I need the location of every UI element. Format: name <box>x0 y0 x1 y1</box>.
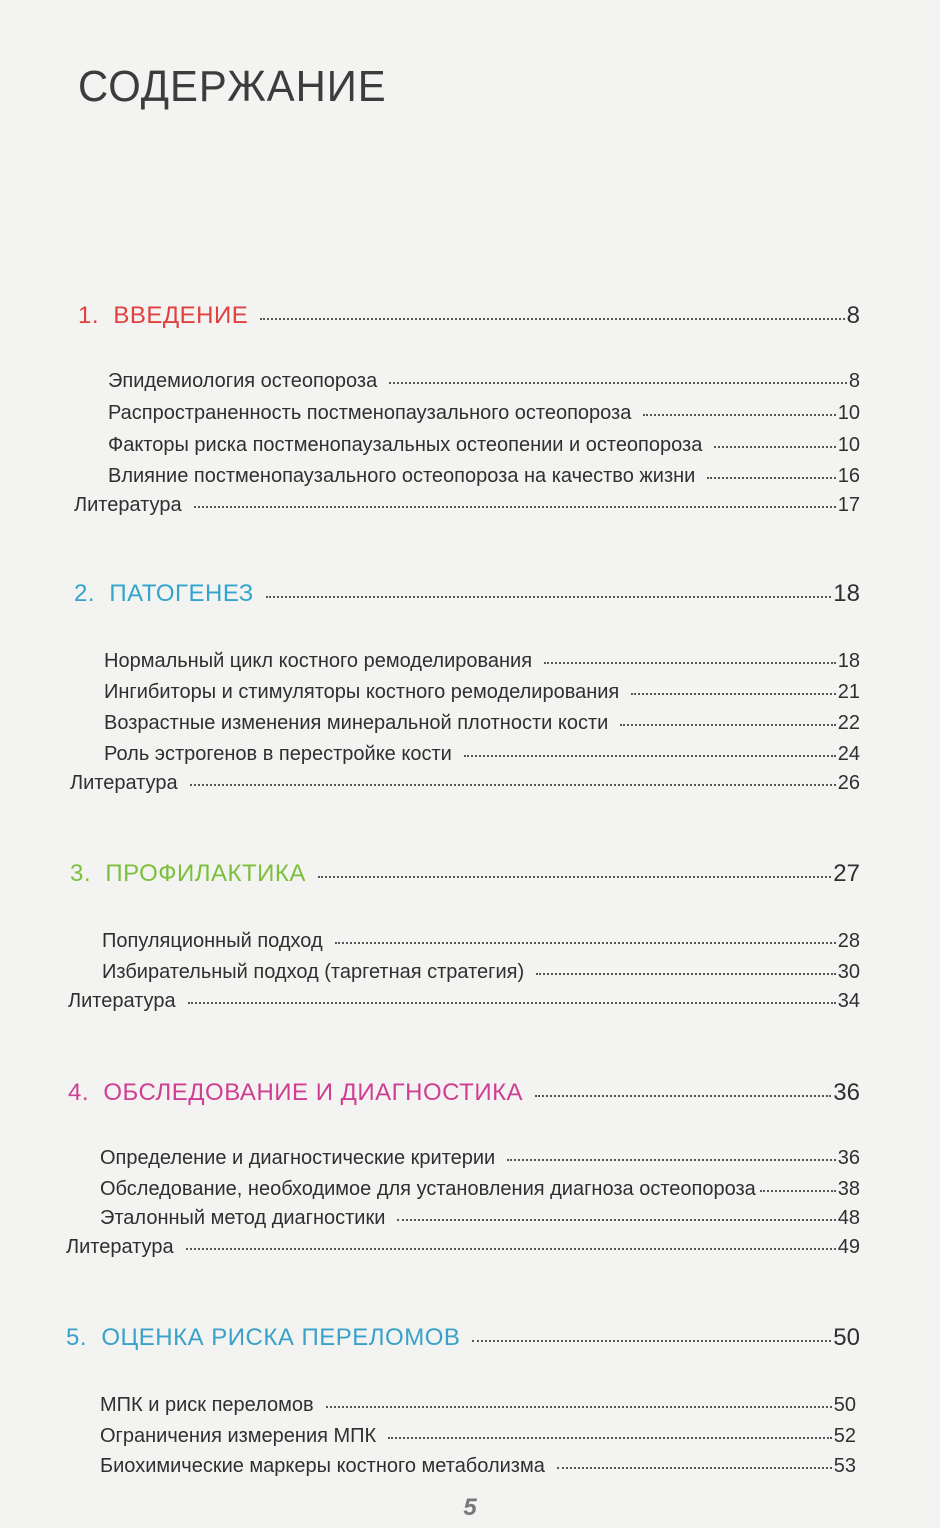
toc-item-page: 38 <box>837 1178 860 1200</box>
toc-item <box>102 961 860 984</box>
chapter-3-number: 3. <box>70 860 92 887</box>
toc-item-label: Нормальный цикл костного ремоделирования <box>104 650 533 672</box>
toc-item-page: 28 <box>837 930 860 952</box>
toc-item-page: 22 <box>837 712 860 734</box>
chapter-3-page: 27 <box>833 860 860 887</box>
toc-item <box>100 1178 860 1201</box>
toc-literature <box>66 1236 860 1259</box>
toc-item-label: Эпидемиология остеопороза <box>108 370 378 392</box>
chapter-5-label: ОЦЕНКА РИСКА ПЕРЕЛОМОВ <box>101 1324 461 1351</box>
dot-leader <box>388 1437 832 1439</box>
literature-label: Литература <box>74 494 182 516</box>
toc-chapter-2 <box>74 580 860 608</box>
toc-literature <box>70 772 860 795</box>
toc-item-label: Популяционный подход <box>102 930 323 952</box>
chapter-1-title <box>78 302 260 330</box>
toc-item <box>104 681 860 704</box>
dot-leader <box>472 1340 831 1342</box>
literature-page: 26 <box>837 772 860 794</box>
toc-item-label: МПК и риск переломов <box>100 1394 314 1416</box>
dot-leader <box>188 1002 836 1004</box>
toc-item-label: Биохимические маркеры костного метаболизма <box>100 1455 545 1477</box>
toc-item <box>100 1147 860 1170</box>
chapter-5-title <box>66 1324 472 1352</box>
dot-leader <box>464 755 836 757</box>
toc-item-page: 52 <box>833 1425 856 1447</box>
chapter-4-number: 4. <box>68 1079 90 1106</box>
chapter-5-number: 5. <box>66 1324 88 1351</box>
toc-item-label: Ингибиторы и стимуляторы костного ремоделирования <box>104 681 620 703</box>
chapter-3-label: ПРОФИЛАКТИКА <box>105 860 306 887</box>
dot-leader <box>186 1248 836 1250</box>
toc-item-label: Влияние постменопаузального остеопороза на качество жизни <box>108 465 696 487</box>
literature-label: Литература <box>68 990 176 1012</box>
toc-item <box>104 743 860 766</box>
toc-item <box>100 1207 860 1230</box>
toc-item-page: 53 <box>833 1455 856 1477</box>
toc-item-page: 8 <box>848 370 860 392</box>
dot-leader <box>397 1219 835 1221</box>
dot-leader <box>631 693 835 695</box>
toc-item-page: 21 <box>837 681 860 703</box>
chapter-3-title <box>70 860 318 888</box>
chapter-2-label: ПАТОГЕНЕЗ <box>109 580 254 607</box>
toc-chapter-3 <box>70 860 860 888</box>
dot-leader <box>544 662 836 664</box>
toc-item-label: Факторы риска постменопаузальных остеопении и остеопороза <box>108 434 703 456</box>
dot-leader <box>714 446 835 448</box>
toc-item-label: Роль эстрогенов в перестройке кости <box>104 743 452 765</box>
chapter-2-page: 18 <box>833 580 860 607</box>
toc-chapter-1 <box>78 302 860 330</box>
chapter-2-title <box>74 580 266 608</box>
toc-item-page: 36 <box>837 1147 860 1169</box>
dot-leader <box>536 973 836 975</box>
toc-item-page: 30 <box>837 961 860 983</box>
toc-item <box>100 1425 856 1448</box>
dot-leader <box>194 506 836 508</box>
toc-item <box>108 465 860 488</box>
toc-item <box>108 434 860 457</box>
dot-leader <box>760 1190 836 1192</box>
dot-leader <box>620 724 835 726</box>
toc-item-page: 16 <box>837 465 860 487</box>
toc-item <box>108 370 860 393</box>
bleed-through-text <box>380 90 920 210</box>
toc-item-label: Ограничения измерения МПК <box>100 1425 377 1447</box>
literature-page: 49 <box>837 1236 860 1258</box>
toc-chapter-4 <box>68 1079 860 1107</box>
toc-literature <box>68 990 860 1013</box>
toc-chapter-5 <box>66 1324 860 1352</box>
dot-leader <box>707 477 835 479</box>
toc-item-page: 10 <box>837 434 860 456</box>
dot-leader <box>389 382 847 384</box>
toc-item <box>104 712 860 735</box>
page-number: 5 <box>463 1494 477 1521</box>
chapter-1-number: 1. <box>78 302 100 329</box>
dot-leader <box>507 1159 836 1161</box>
dot-leader <box>557 1467 832 1469</box>
toc-item-label: Эталонный метод диагностики <box>100 1207 386 1229</box>
toc-item-label: Определение и диагностические критерии <box>100 1147 496 1169</box>
literature-page: 34 <box>837 990 860 1012</box>
dot-leader <box>643 414 835 416</box>
toc-item-label: Возрастные изменения минеральной плотности кости <box>104 712 609 734</box>
chapter-4-title <box>68 1079 535 1107</box>
chapter-1-label: ВВЕДЕНИЕ <box>113 302 249 329</box>
literature-label: Литература <box>66 1236 174 1258</box>
toc-item-label: Обследование, необходимое для установления диагноза остеопороза <box>100 1178 756 1200</box>
dot-leader <box>260 318 844 320</box>
toc-item-label: Распространенность постменопаузального остеопороза <box>108 402 632 424</box>
dot-leader <box>535 1095 831 1097</box>
dot-leader <box>326 1406 832 1408</box>
dot-leader <box>266 596 831 598</box>
toc-item <box>100 1455 856 1478</box>
toc-item <box>108 402 860 425</box>
chapter-4-label: ОБСЛЕДОВАНИЕ И ДИАГНОСТИКА <box>103 1079 524 1106</box>
toc-item <box>104 650 860 673</box>
literature-page: 17 <box>837 494 860 516</box>
toc-item <box>100 1394 856 1417</box>
dot-leader <box>335 942 836 944</box>
dot-leader <box>318 876 831 878</box>
toc-item-page: 50 <box>833 1394 856 1416</box>
chapter-5-page: 50 <box>833 1324 860 1351</box>
toc-item-page: 48 <box>837 1207 860 1229</box>
toc-item-page: 24 <box>837 743 860 765</box>
toc-item-label: Избирательный подход (таргетная стратегия) <box>102 961 525 983</box>
toc-item-page: 18 <box>837 650 860 672</box>
toc-item <box>102 930 860 953</box>
page-title: СОДЕРЖАНИЕ <box>78 62 387 111</box>
literature-label: Литература <box>70 772 178 794</box>
chapter-1-page: 8 <box>846 302 860 329</box>
toc-literature <box>74 494 860 517</box>
toc-item-page: 10 <box>837 402 860 424</box>
chapter-4-page: 36 <box>833 1079 860 1106</box>
chapter-2-number: 2. <box>74 580 96 607</box>
dot-leader <box>190 784 836 786</box>
